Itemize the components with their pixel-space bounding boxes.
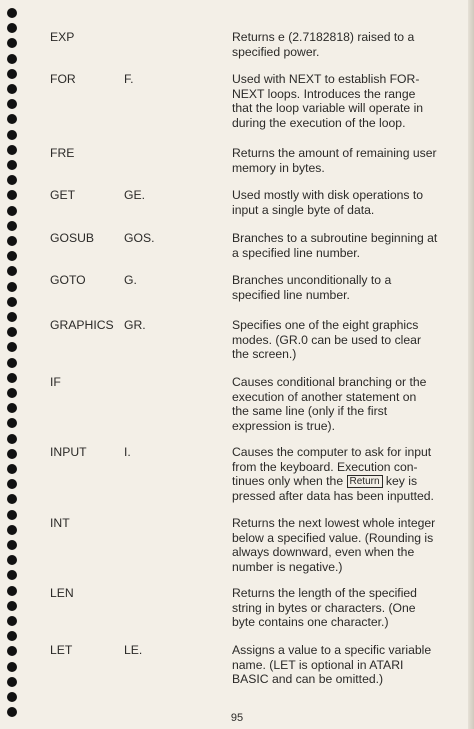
binding-hole	[7, 99, 17, 109]
description-line	[232, 658, 442, 673]
description-text: always downward, even when the	[232, 545, 415, 560]
description-line	[232, 390, 442, 405]
binding-hole	[7, 297, 17, 307]
command-keyword: LET	[50, 643, 73, 657]
command-description	[232, 445, 442, 503]
description-line	[232, 30, 442, 45]
binding-hole	[7, 525, 17, 535]
description-line	[232, 161, 442, 176]
command-abbreviation: LE.	[124, 643, 143, 657]
description-line	[232, 672, 442, 687]
binding-hole	[7, 646, 17, 656]
command-description	[232, 643, 442, 687]
binding-hole	[7, 190, 17, 200]
binding-hole	[7, 23, 17, 33]
description-text: Returns the length of the specified	[232, 586, 417, 600]
description-line	[232, 489, 442, 504]
binding-hole	[7, 84, 17, 94]
description-text: that the loop variable will operate in	[232, 101, 424, 116]
description-line	[232, 72, 442, 87]
command-description	[232, 231, 442, 260]
binding-hole	[7, 69, 17, 79]
description-line	[232, 146, 442, 161]
description-line	[232, 246, 442, 261]
description-text: tinues only when the	[232, 474, 344, 489]
command-keyword: IF	[50, 375, 61, 389]
description-line	[232, 531, 442, 546]
description-text: Returns the next lowest whole integer	[232, 516, 436, 530]
description-text: Causes the computer to ask for input	[232, 445, 432, 459]
command-keyword: FOR	[50, 72, 76, 86]
binding-hole	[7, 464, 17, 474]
binding-hole	[7, 130, 17, 140]
binding-hole	[7, 206, 17, 216]
binding-hole	[7, 38, 17, 48]
command-keyword: GRAPHICS	[50, 318, 114, 332]
description-line	[232, 560, 442, 575]
command-abbreviation: G.	[124, 273, 137, 287]
binding-hole	[7, 236, 17, 246]
spiral-binding	[0, 0, 22, 729]
description-text: Specifies one of the eight graphics	[232, 318, 419, 332]
description-text: Used with NEXT to establish FOR-	[232, 72, 420, 86]
description-line	[232, 419, 442, 434]
description-text: BASIC and can be omitted.)	[232, 672, 384, 687]
command-description	[232, 318, 442, 362]
description-line	[232, 231, 442, 246]
command-keyword: FRE	[50, 146, 75, 160]
binding-hole	[7, 266, 17, 276]
binding-hole	[7, 540, 17, 550]
description-line	[232, 87, 442, 102]
description-line	[232, 615, 442, 630]
binding-hole	[7, 601, 17, 611]
description-line	[232, 586, 442, 601]
description-text: the screen.)	[232, 347, 297, 362]
binding-hole	[7, 494, 17, 504]
command-abbreviation: GR.	[124, 318, 146, 332]
binding-hole	[7, 8, 17, 18]
description-line	[232, 273, 442, 288]
binding-hole	[7, 342, 17, 352]
description-line	[232, 116, 442, 131]
description-text: memory in bytes.	[232, 160, 325, 175]
command-keyword: INPUT	[50, 445, 87, 459]
binding-hole	[7, 175, 17, 185]
binding-hole	[7, 555, 17, 565]
description-text: the same line (only if the first	[232, 404, 388, 419]
description-text: pressed after data has been inputted.	[232, 488, 434, 503]
binding-hole	[7, 449, 17, 459]
description-text: a specified line number.	[232, 245, 361, 260]
description-line	[232, 474, 442, 489]
command-abbreviation: GE.	[124, 188, 145, 202]
description-line	[232, 643, 442, 658]
description-text: modes. (GR.0 can be used to clear	[232, 332, 422, 347]
page-edge	[468, 0, 474, 729]
description-text: number is negative.)	[232, 559, 343, 574]
binding-hole	[7, 418, 17, 428]
binding-hole	[7, 251, 17, 261]
command-keyword: LEN	[50, 586, 74, 600]
binding-hole	[7, 692, 17, 702]
description-text: name. (LET is optional in ATARI	[232, 657, 404, 672]
binding-hole	[7, 358, 17, 368]
description-line	[232, 203, 442, 218]
binding-hole	[7, 570, 17, 580]
description-text: during the execution of the loop.	[232, 115, 406, 130]
description-text: Branches to a subroutine beginning at	[232, 231, 438, 245]
command-description	[232, 30, 442, 59]
page-number: 95	[230, 712, 244, 724]
binding-hole	[7, 282, 17, 292]
description-text: Returns e (2.7182818) raised to a	[232, 30, 415, 44]
description-line	[232, 460, 442, 475]
description-line	[232, 545, 442, 560]
binding-hole	[7, 662, 17, 672]
description-text: specified line number.	[232, 287, 350, 302]
binding-hole	[7, 221, 17, 231]
description-text: execution of another statement on	[232, 389, 417, 404]
command-description	[232, 273, 442, 302]
command-description	[232, 375, 442, 433]
command-description	[232, 516, 442, 574]
binding-hole	[7, 54, 17, 64]
command-keyword: EXP	[50, 30, 75, 44]
binding-hole	[7, 479, 17, 489]
command-keyword: GOTO	[50, 273, 86, 287]
binding-hole	[7, 434, 17, 444]
binding-hole	[7, 403, 17, 413]
binding-hole	[7, 677, 17, 687]
description-text: from the keyboard. Execution con-	[232, 459, 418, 474]
command-keyword: GET	[50, 188, 76, 202]
command-abbreviation: I.	[124, 445, 131, 459]
description-line	[232, 375, 442, 390]
command-description	[232, 586, 442, 630]
description-line	[232, 445, 442, 460]
description-line	[232, 45, 442, 60]
binding-hole	[7, 631, 17, 641]
command-keyword: INT	[50, 516, 70, 530]
description-text: Used mostly with disk operations to	[232, 188, 424, 202]
binding-hole	[7, 327, 17, 337]
description-line	[232, 601, 442, 616]
binding-hole	[7, 388, 17, 398]
binding-hole	[7, 373, 17, 383]
command-keyword: GOSUB	[50, 231, 95, 245]
binding-hole	[7, 586, 17, 596]
command-description	[232, 146, 442, 175]
binding-hole	[7, 312, 17, 322]
binding-hole	[7, 510, 17, 520]
description-line	[232, 404, 442, 419]
description-text: Assigns a value to a specific variable	[232, 643, 432, 657]
command-abbreviation: F.	[124, 72, 134, 86]
binding-hole	[7, 145, 17, 155]
return-key-icon: Return	[347, 475, 383, 488]
description-line	[232, 333, 442, 348]
description-text: key is	[382, 474, 418, 489]
binding-hole	[7, 616, 17, 626]
description-text: expression is true).	[232, 418, 335, 433]
binding-hole	[7, 114, 17, 124]
command-abbreviation: GOS.	[124, 231, 155, 245]
description-line	[232, 318, 442, 333]
description-text: NEXT loops. Introduces the range	[232, 86, 416, 101]
description-text: specified power.	[232, 44, 320, 59]
description-text: Branches unconditionally to a	[232, 273, 392, 287]
description-line	[232, 288, 442, 303]
description-line	[232, 188, 442, 203]
command-description	[232, 72, 442, 130]
binding-hole	[7, 160, 17, 170]
description-text: below a specified value. (Rounding is	[232, 530, 434, 545]
description-line	[232, 101, 442, 116]
description-line	[232, 347, 442, 362]
description-text: Causes conditional branching or the	[232, 375, 427, 389]
command-description	[232, 188, 442, 217]
description-text: byte contains one character.)	[232, 615, 389, 630]
description-text: string in bytes or characters. (One	[232, 600, 416, 615]
description-line	[232, 516, 442, 531]
description-text: Returns the amount of remaining user	[232, 146, 437, 160]
description-text: input a single byte of data.	[232, 202, 375, 217]
